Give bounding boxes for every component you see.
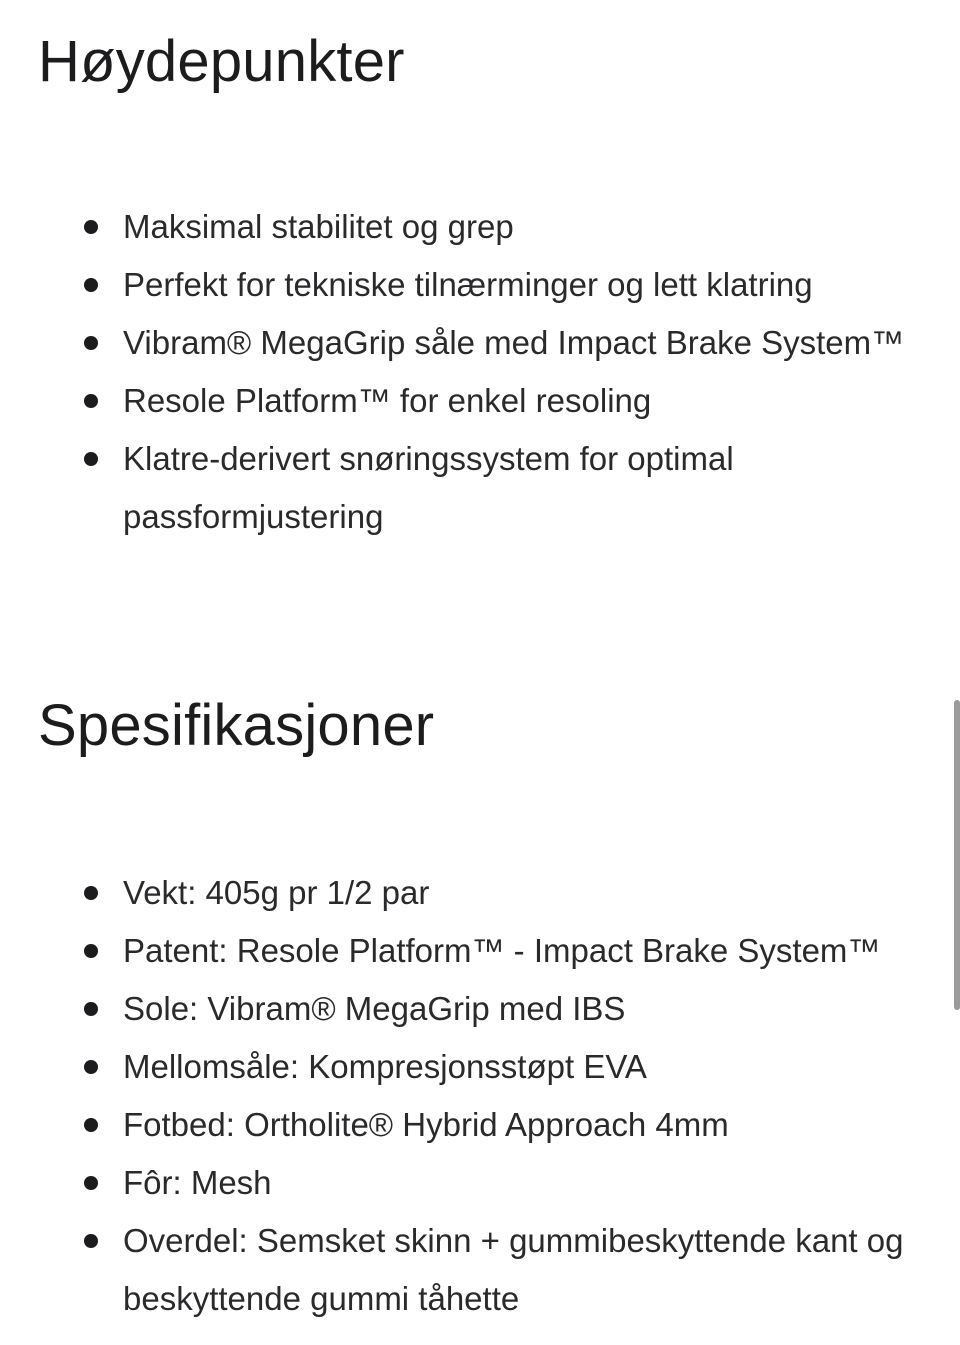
bullet-icon	[84, 1176, 98, 1190]
list-item	[0, 372, 936, 430]
list-item-text: Resole Platform™ for enkel resoling	[123, 382, 652, 419]
list-item-text: Overdel: Semsket skinn + gummibeskyttende kant og beskyttende gummi tåhette	[123, 1222, 904, 1317]
list-item	[0, 314, 936, 372]
list-item-text: Fôr: Mesh	[123, 1164, 272, 1201]
list-item-text: Patent: Resole Platform™ - Impact Brake System™	[123, 932, 881, 969]
scrollbar[interactable]	[954, 700, 960, 1010]
bullet-icon	[84, 452, 98, 466]
list-item	[0, 864, 936, 922]
list-item-text: Mellomsåle: Kompresjonsstøpt EVA	[123, 1048, 647, 1085]
bullet-icon	[84, 1234, 98, 1248]
list-item-text: Perfekt for tekniske tilnærminger og lett klatring	[123, 266, 813, 303]
list-item	[0, 1212, 936, 1328]
specifications-list	[0, 864, 936, 1328]
list-item-text: Fotbed: Ortholite® Hybrid Approach 4mm	[123, 1106, 729, 1143]
list-item	[0, 922, 936, 980]
bullet-icon	[84, 336, 98, 350]
list-item-text: Sole: Vibram® MegaGrip med IBS	[123, 990, 626, 1027]
list-item-text: Vibram® MegaGrip såle med Impact Brake System™	[123, 324, 905, 361]
list-item	[0, 198, 936, 256]
bullet-icon	[84, 1060, 98, 1074]
list-item-text: Maksimal stabilitet og grep	[123, 208, 514, 245]
list-item	[0, 1154, 936, 1212]
bullet-icon	[84, 394, 98, 408]
bullet-icon	[84, 1002, 98, 1016]
list-item	[0, 1038, 936, 1096]
list-item	[0, 980, 936, 1038]
highlights-list	[0, 198, 936, 546]
list-item-text: Klatre-derivert snøringssystem for optimal passformjustering	[123, 440, 734, 535]
list-item	[0, 430, 936, 546]
bullet-icon	[84, 1118, 98, 1132]
specifications-heading: Spesifikasjoner	[38, 693, 435, 758]
bullet-icon	[84, 886, 98, 900]
bullet-icon	[84, 220, 98, 234]
bullet-icon	[84, 944, 98, 958]
bullet-icon	[84, 278, 98, 292]
highlights-heading: Høydepunkter	[38, 29, 405, 94]
list-item	[0, 1096, 936, 1154]
list-item	[0, 256, 936, 314]
list-item-text: Vekt: 405g pr 1/2 par	[123, 874, 430, 911]
